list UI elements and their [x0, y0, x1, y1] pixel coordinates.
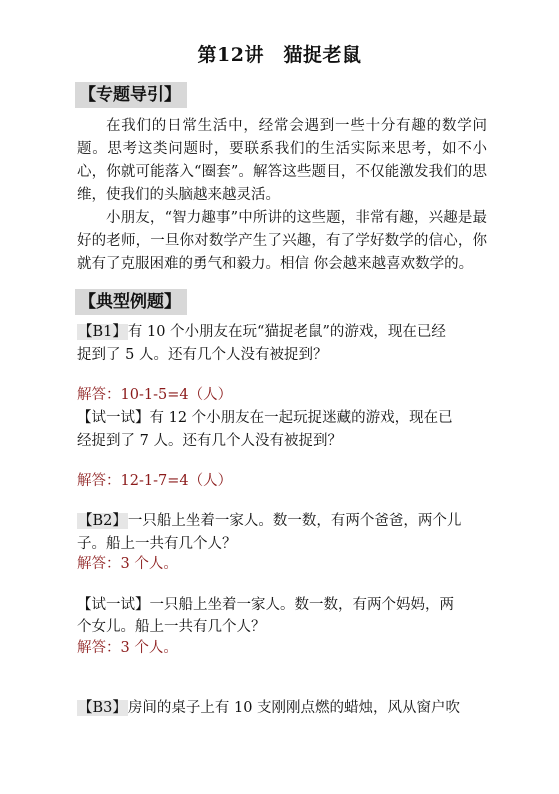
question-b1	[77, 321, 492, 344]
question-b1-line2: 捉到了 5 人。还有几个人没有被捉到？	[77, 347, 328, 363]
answer-b2: 解答：3 个人。	[77, 556, 178, 572]
guide-paragraph-1: 在我们的日常生活中，经常会遇到一些十分有趣的数学问题。思考这类问题时，要联系我们的生活实际来思考，如不小心，你就可能落入“圈套”。解答这些题目，不仅能激发我们的思维，使我们的头脑越来越灵活。	[77, 118, 487, 203]
practice-1	[77, 407, 492, 430]
answer-practice-1: 解答：12-1-7=4（人）	[77, 473, 233, 489]
question-tag: 【B3】	[78, 700, 127, 716]
question-b2-line2: 子。船上一共有几个人？	[77, 536, 237, 552]
question-b2	[77, 510, 492, 533]
answer-practice-2: 解答：3 个人。	[77, 640, 178, 656]
guide-paragraph-2: 小朋友，“智力趣事”中所讲的这些题，非常有趣，兴趣是最好的老师，一旦你对数学产生了兴趣，有了学好数学的信心，你就有了克服困难的勇气和毅力。相信 你会越来越喜欢数学的。	[77, 210, 487, 272]
practice-tag: 【试一试】	[77, 597, 150, 613]
question-text: 一只船上坐着一家人。数一数，有两个爸爸，两个儿	[127, 513, 462, 529]
page-title: 第12讲 猫捉老鼠	[197, 44, 362, 66]
question-text: 房间的桌子上有 10 支刚刚点燃的蜡烛，风从窗户吹	[127, 700, 461, 716]
practice-2	[77, 594, 492, 617]
question-b3	[77, 697, 492, 720]
practice-1-line2: 经捉到了 7 人。还有几个人没有被捉到？	[77, 433, 342, 449]
practice-text: 有 12 个小朋友在一起玩捉迷藏的游戏，现在已	[149, 410, 453, 426]
practice-text: 一只船上坐着一家人。数一数，有两个妈妈，两	[149, 597, 454, 613]
practice-tag: 【试一试】	[77, 410, 150, 426]
answer-b1: 解答：10-1-5=4（人）	[77, 387, 233, 403]
question-tag: 【B1】	[78, 324, 127, 340]
section-heading-guide: 【专题导引】	[75, 82, 187, 108]
question-text: 有 10 个小朋友在玩“猫捉老鼠”的游戏，现在已经	[127, 324, 446, 340]
practice-2-line2: 个女儿。船上一共有几个人？	[77, 619, 266, 635]
section-heading-examples: 【典型例题】	[75, 289, 187, 315]
question-tag: 【B2】	[78, 513, 127, 529]
